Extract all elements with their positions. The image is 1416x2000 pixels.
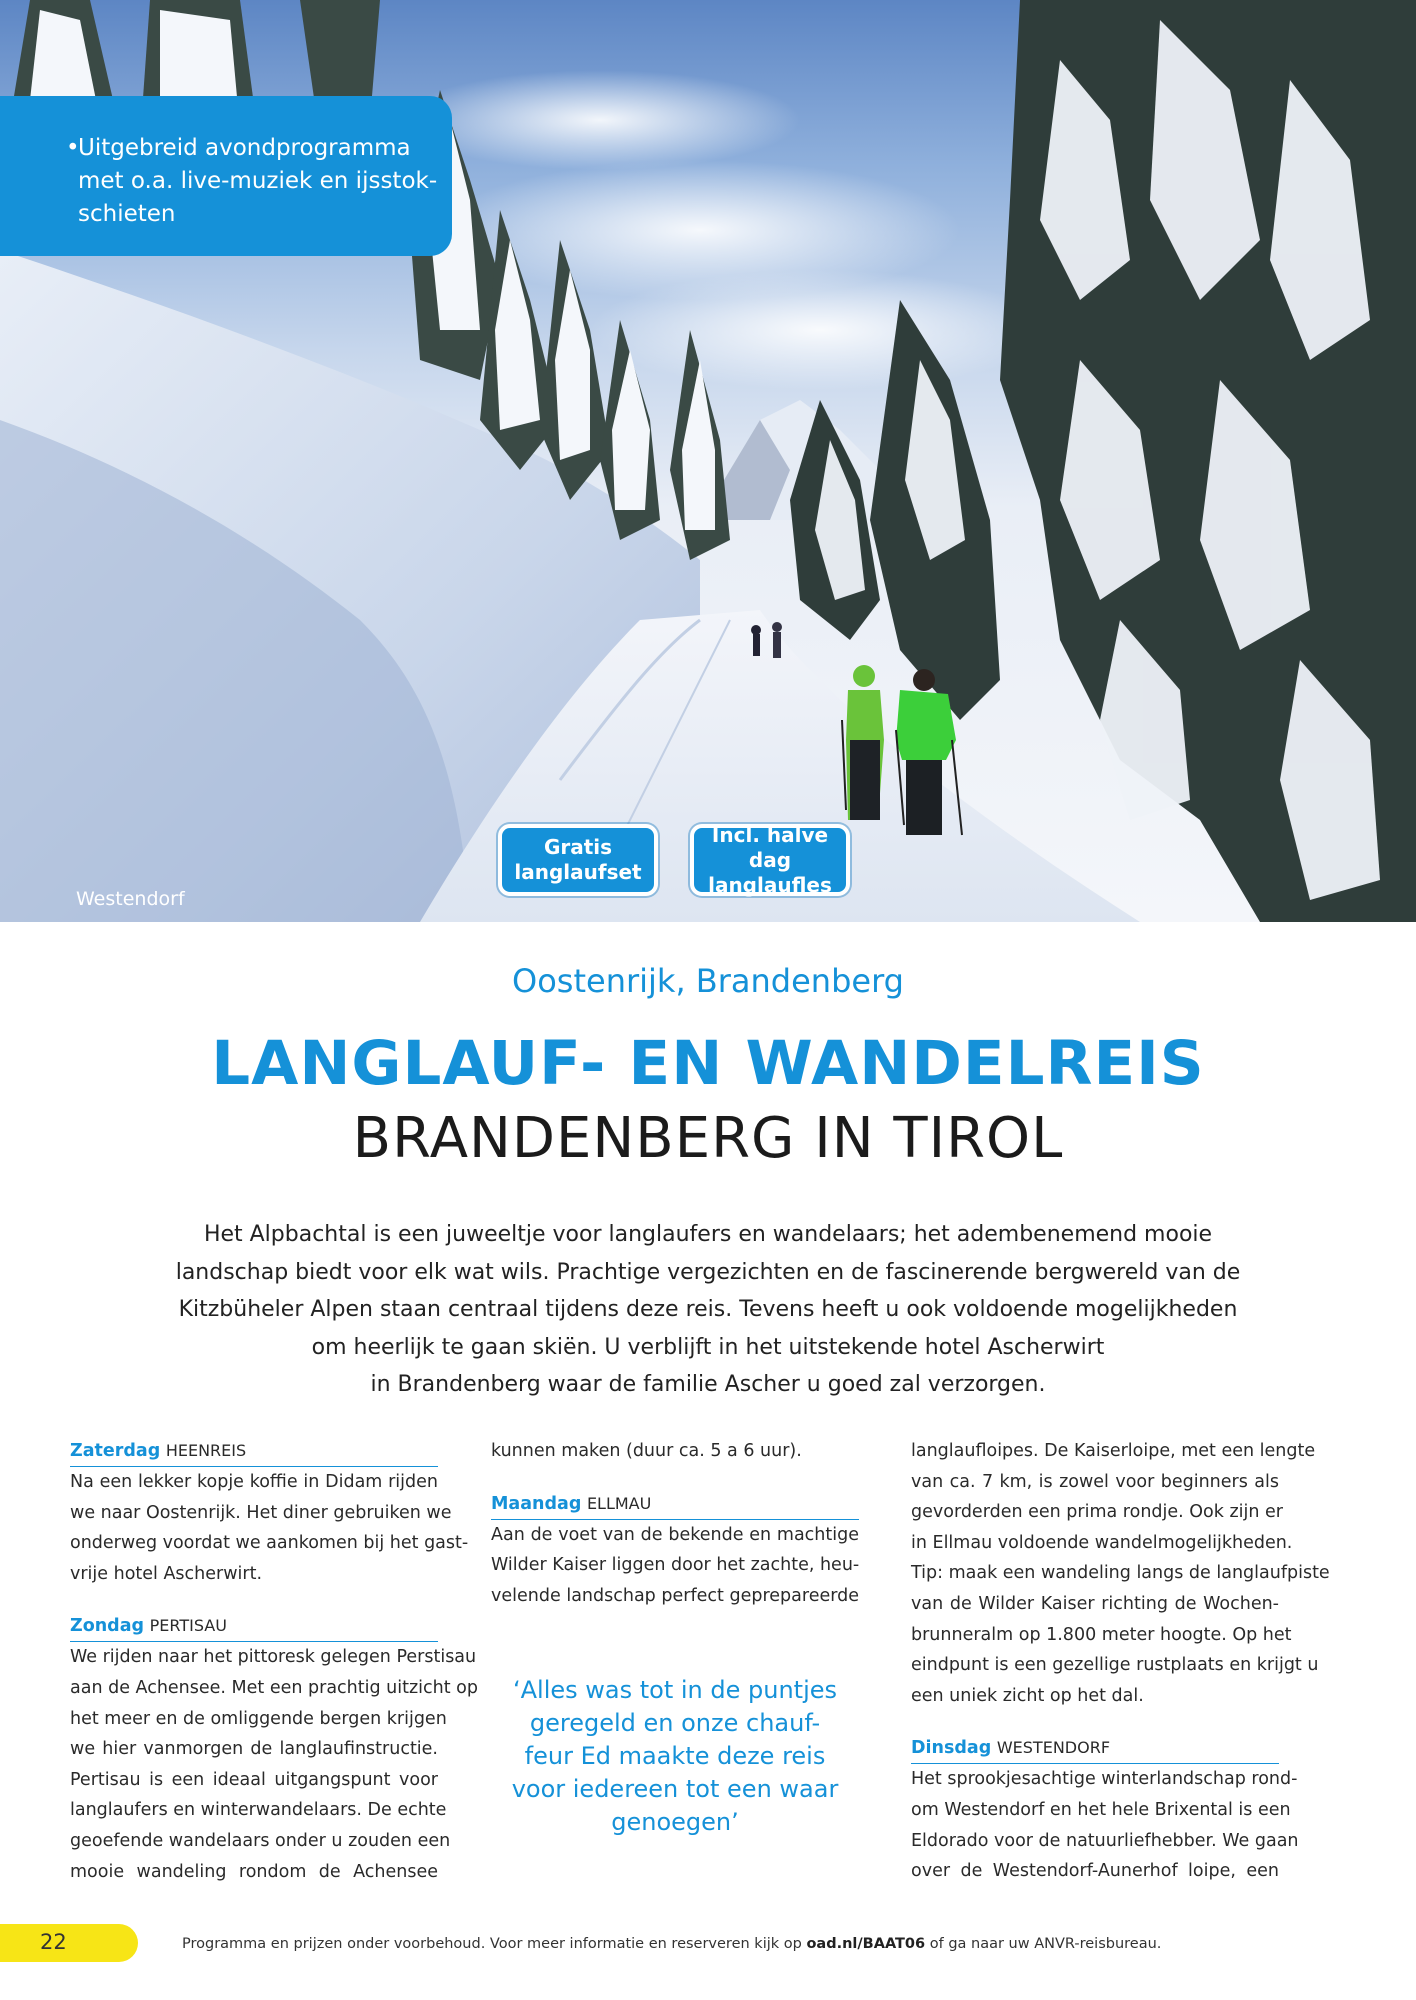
photo-caption: Westendorf (76, 888, 185, 910)
text-line: we hier vanmorgen de langlaufinstructie. (70, 1739, 438, 1760)
text-line: langlaufloipes. De Kaiserloipe, met een lengte (911, 1441, 1316, 1461)
itinerary-column-2 (491, 1436, 859, 1611)
itinerary-column-1 (70, 1436, 478, 1887)
promo-line: Uitgebreid avondprogramma (78, 135, 411, 161)
text-line: langlaufers en winterwandelaars. De echte (70, 1800, 447, 1821)
badge-line: Incl. halve dag (711, 822, 829, 872)
footer-text-after: of ga naar uw ANVR-reisbureau. (925, 1936, 1162, 1952)
quote-line: genoegen’ (611, 1808, 739, 1836)
day-place: WESTENDORF (996, 1738, 1111, 1758)
day-name: Zondag (70, 1616, 145, 1637)
text-line: geoefende wandelaars onder u zouden een (70, 1830, 451, 1851)
text-line: vrije hotel Ascherwirt. (70, 1563, 263, 1584)
day-name: Maandag (491, 1493, 582, 1514)
quote-line: ‘Alles was tot in de puntjes (512, 1676, 838, 1704)
text-line: kunnen maken (duur ca. 5 a 6 uur). (491, 1441, 802, 1461)
intro-line: Kitzbüheler Alpen staan centraal tijdens deze reis. Tevens heeft u ook voldoende mogelijkheden (178, 1297, 1238, 1322)
intro-line: in Brandenberg waar de familie Ascher u goed zal verzorgen. (370, 1372, 1046, 1397)
text-line: velende landschap perfect geprepareerde (491, 1585, 859, 1606)
footer-link[interactable]: oad.nl/BAAT06 (806, 1936, 926, 1952)
badge-line: Gratis (543, 835, 613, 859)
text-line: van de Wilder Kaiser richting de Wochen- (911, 1593, 1279, 1614)
quote-line: geregeld en onze chauf- (529, 1709, 821, 1737)
customer-quote (491, 1674, 859, 1839)
intro-line: om heerlijk te gaan skiën. U verblijft in het uitstekende hotel Ascherwirt (311, 1334, 1105, 1360)
text-line: Aan de voet van de bekende en machtige (491, 1524, 859, 1545)
text-line: in Ellmau voldoende wandelmogelijkheden. (911, 1532, 1293, 1553)
quote-line: feur Ed maakte deze reis (524, 1742, 826, 1770)
intro-paragraph (150, 1216, 1266, 1404)
day-place: PERTISAU (149, 1616, 227, 1636)
day-place: ELLMAU (586, 1493, 652, 1513)
bullet-glyph: • (66, 135, 80, 161)
text-line: Het sprookjesachtige winterlandschap rond- (911, 1769, 1298, 1790)
hero-photo (0, 0, 1416, 922)
promo-line: schieten (78, 201, 176, 227)
text-line: over de Westendorf-Aunerhof loipe, een (911, 1861, 1279, 1882)
text-line: Na een lekker kopje koffie in Didam rijden (70, 1472, 438, 1492)
page-number-tab (0, 1924, 138, 1962)
badge-line: langlaufset (514, 860, 642, 884)
day-heading-zondag (70, 1611, 438, 1642)
text-line: Pertisau is een ideaal uitgangspunt voor (70, 1769, 438, 1790)
region-label: Oostenrijk, Brandenberg (512, 962, 904, 1000)
day-name: Zaterdag (70, 1441, 161, 1461)
text-line: van ca. 7 km, is zowel voor beginners als (911, 1471, 1279, 1492)
page-number: 22 (40, 1930, 67, 1954)
text-line: het meer en de omliggende bergen krijgen (70, 1708, 447, 1729)
page-subtitle: BRANDENBERG IN TIROL (352, 1106, 1064, 1171)
text-line: mooie wandeling rondom de Achensee (70, 1861, 438, 1882)
text-line: eindpunt is een gezellige rustplaats en krijgt u (911, 1655, 1319, 1676)
text-line: we naar Oostenrijk. Het diner gebruiken we (70, 1502, 452, 1523)
day-name: Dinsdag (911, 1738, 992, 1759)
footer-text-before: Programma en prijzen onder voorbehoud. Voor meer informatie en reserveren kijk op (182, 1936, 807, 1952)
intro-line: landschap biedt voor elk wat wils. Prachtige vergezichten en de fascinerende bergwereld van de (175, 1259, 1241, 1285)
page-title: LANGLAUF- EN WANDELREIS (211, 1028, 1205, 1099)
quote-line: voor iedereen tot een waar (511, 1775, 839, 1803)
intro-line: Het Alpbachtal is een juweeltje voor langlaufers en wandelaars; het adembenemend mooie (203, 1222, 1213, 1247)
text-line: Eldorado voor de natuurliefhebber. We gaan (911, 1830, 1299, 1851)
promo-highlight-box (0, 96, 452, 256)
itinerary-column-3 (911, 1436, 1330, 1887)
footer-disclaimer (182, 1936, 1161, 1952)
badge-free-ski-set (498, 824, 658, 896)
day-heading-zaterdag (70, 1436, 438, 1467)
promo-line: met o.a. live-muziek en ijsstok- (78, 168, 438, 194)
text-line: onderweg voordat we aankomen bij het gast- (70, 1533, 469, 1554)
badge-line: langlaufles (708, 872, 832, 897)
day-heading-maandag (491, 1489, 859, 1520)
day-heading-dinsdag (911, 1733, 1279, 1764)
text-line: aan de Achensee. Met een prachtig uitzicht op (70, 1677, 478, 1698)
text-line: gevorderden een prima rondje. Ook zijn er (911, 1502, 1283, 1523)
day-place: HEENREIS (165, 1441, 247, 1460)
text-line: Wilder Kaiser liggen door het zachte, heu- (491, 1555, 860, 1576)
text-line: om Westendorf en het hele Brixental is een (911, 1799, 1291, 1820)
text-line: We rijden naar het pittoresk gelegen Perstisau (70, 1647, 477, 1668)
badge-ski-lesson (690, 824, 850, 896)
text-line: Tip: maak een wandeling langs de langlaufpiste (911, 1563, 1330, 1584)
text-line: brunneralm op 1.800 meter hoogte. Op het (911, 1624, 1292, 1645)
text-line: een uniek zicht op het dal. (911, 1685, 1144, 1706)
